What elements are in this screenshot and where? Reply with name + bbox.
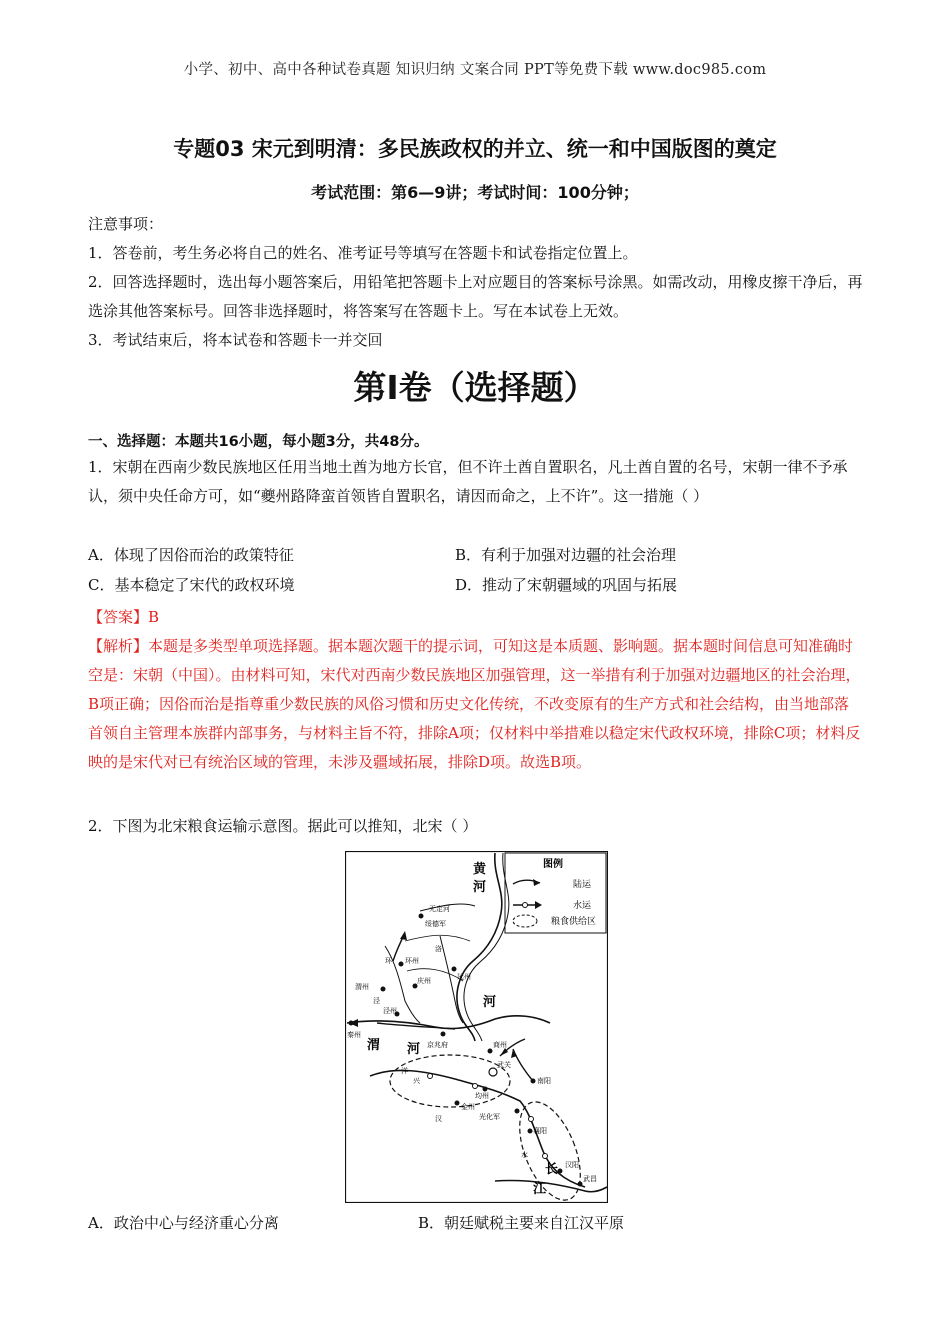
legend-water-label: 水运 xyxy=(573,901,592,911)
city-dot-jinzhou xyxy=(455,1101,460,1106)
site-header: 小学、初中、高中各种试卷真题 知识归纳 文案合同 PPT等免费下载 www.doc985.com xyxy=(183,62,767,78)
question-1-answer: 【答案】B xyxy=(88,608,160,626)
city-dot-guanghua xyxy=(515,1109,520,1114)
label-jingzhou: 泾州 xyxy=(383,1007,397,1015)
question-1-option-c: C．基本稳定了宋代的政权环境 xyxy=(88,576,295,594)
legend-land-label: 陆运 xyxy=(573,880,592,890)
notice-item-1: 1．答卷前，考生务必将自己的姓名、准考证号等填写在答题卡和试卷指定位置上。 xyxy=(88,244,638,262)
question-2-stem: 2．下图为北宋粮食运输示意图。据此可以推知，北宋（ ） xyxy=(88,817,478,835)
label-huanzhou: 环州 xyxy=(405,957,419,965)
legend-title: 图例 xyxy=(543,859,563,870)
label-he-1: 河 xyxy=(473,880,487,895)
label-wei: 渭 xyxy=(367,1038,381,1053)
label-luo: 洛 xyxy=(435,945,442,953)
label-shui: 水 xyxy=(521,1151,528,1159)
label-guanghua: 光化军 xyxy=(479,1113,500,1121)
city-dot-weizhou xyxy=(381,987,386,992)
water-route-dot-1 xyxy=(428,1074,433,1079)
label-jingzhaofu: 京兆府 xyxy=(427,1041,448,1049)
label-yang: 洋 xyxy=(401,1067,408,1075)
label-he-wei: 河 xyxy=(407,1042,421,1057)
label-huan: 环 xyxy=(385,957,392,965)
city-dot-xiangyang xyxy=(528,1129,533,1134)
label-wuchang: 武昌 xyxy=(583,1175,597,1183)
question-1-option-d: D．推动了宋朝疆域的巩固与拓展 xyxy=(455,576,678,594)
document-title: 专题03 宋元到明清：多民族政权的并立、统一和中国版图的奠定 xyxy=(173,137,777,161)
notice-item-3: 3．考试结束后，将本试卷和答题卡一并交回 xyxy=(88,331,383,349)
label-jiang: 江 xyxy=(533,1182,547,1197)
section-heading: 一、选择题：本题共16小题，每小题3分，共48分。 xyxy=(88,434,429,450)
volume-title: 第Ⅰ卷（选择题） xyxy=(353,368,597,407)
city-dot-wuguan xyxy=(489,1068,497,1076)
question-1-analysis: 【解析】本题是多类型单项选择题。据本题次题干的提示词，可知这是本质题、影响题。据本题时间信息可知准确时空是：宋朝（中国）。由材料可知，宋代对西南少数民族地区加强管理，这一举措有利于加强对边疆地区的社会治理，B项正确；因俗而治是指尊重少数民族的风俗习惯和历史文化传统，不改变原有的生产方式和社会结构，由当地部落首领自主管理本族群内部事务，与材料主旨不符，排除A项；仅材料中举措难以稳定宋代政权环境，排除C项；材料反映的是宋代对已有统治区域的管理，未涉及疆域拓展，排除D项。故选B项。 xyxy=(88,637,861,771)
water-route-dot-2 xyxy=(473,1084,478,1089)
question-1-option-b: B．有利于加强对边疆的社会治理 xyxy=(455,546,677,564)
label-yanzhou: 延州 xyxy=(457,973,471,981)
city-dot-jingzhaofu xyxy=(441,1032,446,1037)
notice-item-2: 2．回答选择题时，选出每小题答案后，用铅笔把答题卡上对应题目的答案标号涂黑。如需改动，用橡皮擦干净后，再选涂其他答案标号。回答非选择题时，将答案写在答题卡上。写在本试卷上无效。 xyxy=(88,273,863,320)
water-route-dot-4 xyxy=(543,1154,548,1159)
label-wudinghe: 无定河 xyxy=(429,905,450,913)
label-han: 汉 xyxy=(435,1115,442,1123)
city-dot-junzhou xyxy=(483,1087,488,1092)
label-hanyang: 汉阳 xyxy=(565,1161,579,1169)
grain-transport-map xyxy=(345,851,608,1203)
city-dot-hanyang xyxy=(558,1169,563,1174)
city-dot-qinzhou xyxy=(349,1021,354,1026)
city-dot-wuchang xyxy=(578,1182,583,1187)
question-1-option-a: A．体现了因俗而治的政策特征 xyxy=(88,546,294,564)
label-he-2: 河 xyxy=(483,995,497,1010)
label-qingzhou: 庆州 xyxy=(417,977,431,985)
label-xiangyang: 襄阳 xyxy=(533,1127,547,1135)
label-xing: 兴 xyxy=(413,1077,420,1085)
legend-water-dot xyxy=(523,903,528,908)
exam-info: 考试范围：第6—9讲；考试时间：100分钟； xyxy=(311,183,639,202)
label-qinzhou: 秦州 xyxy=(347,1031,361,1039)
city-dot-suide xyxy=(419,914,424,919)
notice-heading: 注意事项： xyxy=(88,215,164,233)
label-suide: 绥德军 xyxy=(425,920,446,928)
city-dot-yanzhou xyxy=(452,967,457,972)
label-wuguan: 武关 xyxy=(497,1061,511,1069)
label-chang: 长 xyxy=(545,1162,559,1177)
label-weizhou: 渭州 xyxy=(355,983,369,991)
label-jing: 泾 xyxy=(373,997,380,1005)
city-dot-huanzhou xyxy=(399,962,404,967)
legend-supply-label: 粮食供给区 xyxy=(551,917,597,927)
label-shangzhou: 商州 xyxy=(493,1041,507,1049)
label-nanyang: 南阳 xyxy=(537,1077,551,1085)
question-2-option-a: A．政治中心与经济重心分离 xyxy=(88,1214,279,1232)
label-huang: 黄 xyxy=(473,862,487,877)
label-junzhou: 均州 xyxy=(475,1092,489,1100)
label-jinzhou: 金州 xyxy=(461,1103,475,1111)
question-2-option-b: B．朝廷赋税主要来自江汉平原 xyxy=(418,1214,625,1232)
city-dot-nanyang xyxy=(531,1079,536,1084)
water-route-dot-3 xyxy=(529,1117,534,1122)
question-1-stem: 1．宋朝在西南少数民族地区任用当地土酋为地方长官，但不许土酋自置职名，凡土酋自置的名号，宋朝一律不予承认，须中央任命方可，如“夔州路降蛮首领皆自置职名，请因而命之，上不许”。这一措施（ ） xyxy=(88,458,848,505)
city-dot-shangzhou xyxy=(488,1049,493,1054)
